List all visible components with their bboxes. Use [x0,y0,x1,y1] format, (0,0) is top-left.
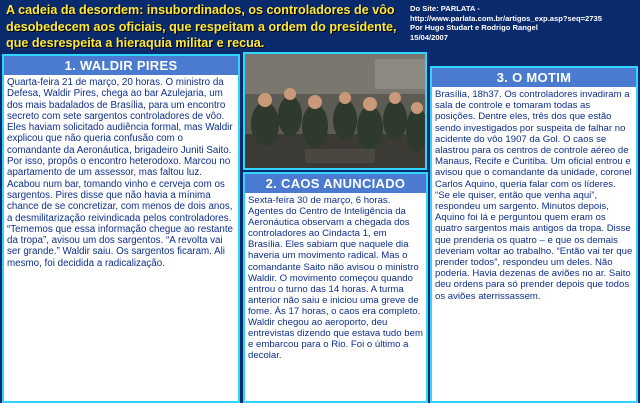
news-photo [243,52,427,170]
section-waldir-pires [2,54,240,403]
section-title: 2. CAOS ANUNCIADO [245,174,426,193]
section-title: 3. O MOTIM [432,68,636,87]
photo-icon [245,54,427,170]
section-title: 1. WALDIR PIRES [4,56,238,75]
section-o-motim [430,66,638,403]
headline: A cadeia da desordem: insubordinados, os controladores de vôo desobedecem aos oficiais, que respeitam a ordem do presidente, que desrespeita a hieraquia militar e recua. [6,3,397,50]
section-caos-anunciado [243,172,428,403]
section-body: Brasília, 18h37. Os controladores invadiram a sala de controle e tomaram todas as posições. Dentre eles, três dos que estão sendo investigados por suspeita de falhar no acidente do vôo 1907 da Gol. O caos se alastrou para os centros de controle aéreo de Manaus, Recife e Curitiba. Um oficial entrou e avisou que o comandante da unidade, coronel Carlos Aquino, queria falar com os líderes. “Se ele quiser, então que venha aqui”, respondeu um sargento. Minutos depois, Aquino foi lá e perguntou quem eram os quatro sargentos mais antigos da tropa. Disse que prenderia os quatro – e que os demais deveriam voltar ao trabalho. “Então vai ter que prender todos”, respondeu um deles. Não poderia. Havia dezenas de aviões no ar. Saito deu ordens para só prender depois que todos os aviões aterrissassem. [435,89,633,302]
source-authors: Por Hugo Studart e Rodrigo Rangel [410,23,538,33]
section-body: Sexta-feira 30 de março, 6 horas. Agentes do Centro de Inteligência da Aeronáutica observam a chegada dos controladores ao Cindacta 1, em Brasília. Eles sabiam que naquele dia haveria um movimento radical. Mas o comandante Saito não avisou o ministro Waldir. O movimento começou quando entrou o turno das 14 horas. A turma anterior não saiu e iniciou uma greve de fome. Às 17 horas, o caos era completo. Waldir chegou ao aeroporto, deu entrevistas dizendo que estava tudo bem e embarcou para o Rio. Foi o último a decolar. [248,195,423,362]
source-credit [410,4,638,42]
source-url[interactable]: http://www.parlata.com.br/artigos_exp.asp?seq=2735 [410,13,602,23]
source-site-label: Do Site: PARLATA - [410,4,480,13]
section-body: Quarta-feira 21 de março, 20 horas. O ministro da Defesa, Waldir Pires, chega ao bar Azulejaria, um dos mais badalados de Brasília, para um encontro secreto com sete sargentos controladores de vôo. Eles haviam solicitado audiência formal, mas Waldir explicou que não queria confusão com o comandante da Aeronáutica, brigadeiro Juniti Saito. Por isso, propôs o encontro heterodoxo. Marcou no apartamento de um assessor, mas faltou luz. Acabou num bar, tomando vinho e cerveja com os sargentos. Pires disse que não havia a mínima chance de se concretizar, com menos de dois anos, a desmilitarização reivindicada pelos controladores. “Tememos que essa informação chegue ao restante da tropa”, avisou um dos sargentos. “A revolta vai ser grande.” Waldir saiu. Os sargentos ficaram. Ali mesmo, foi decidida a radicalização. [7,77,233,269]
source-date: 15/04/2007 [410,32,449,42]
